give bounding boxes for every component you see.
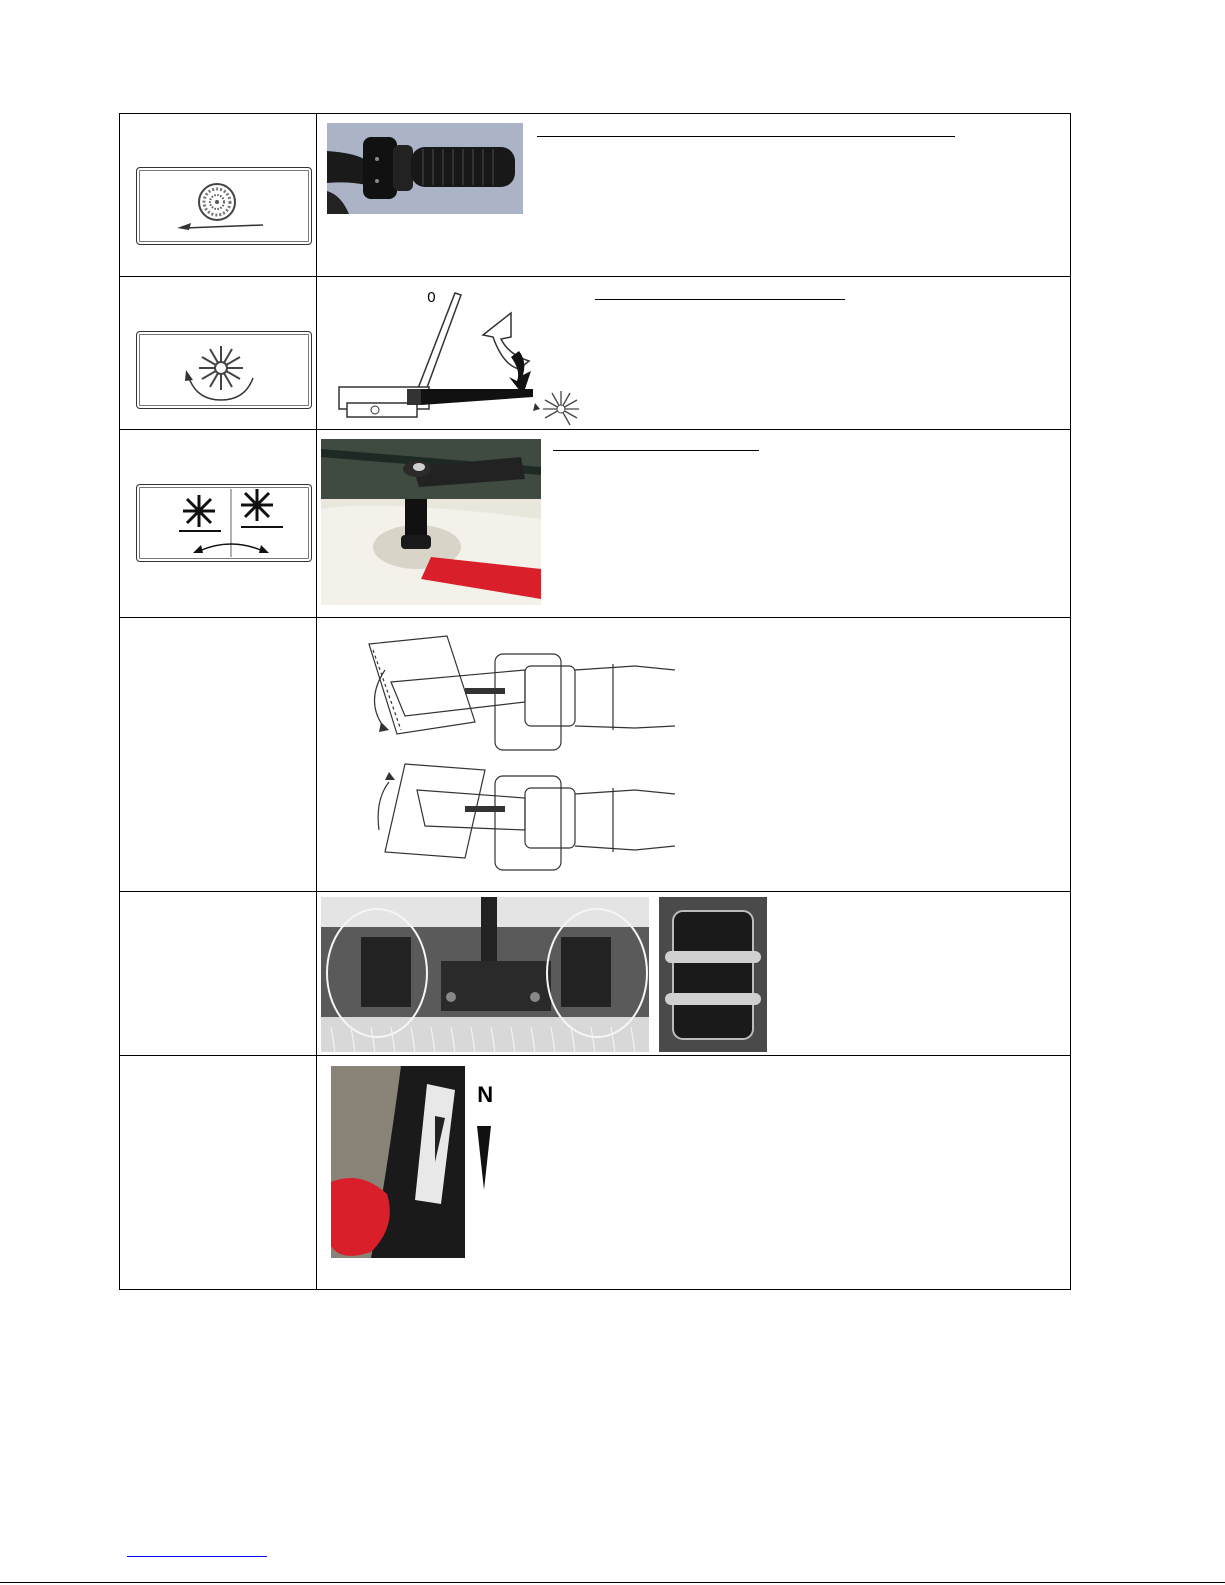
table-row — [120, 1056, 1071, 1290]
handlebar-grip-photo — [327, 123, 523, 214]
content-cell — [317, 114, 1071, 277]
table-row — [120, 277, 1071, 430]
down-arrow-icon — [477, 1126, 491, 1190]
sweeper-swivel-diagram — [345, 630, 685, 880]
lever-zero-label: 0 — [427, 289, 436, 306]
throttle-lever-photo — [331, 1066, 465, 1258]
icon-cell — [120, 277, 317, 430]
icon-cell — [120, 892, 317, 1056]
angle-knob-photo — [321, 439, 541, 605]
table-row — [120, 618, 1071, 892]
heading-underline — [537, 136, 955, 137]
icon-cell — [120, 430, 317, 618]
brush-angle-adjust-icon — [136, 484, 312, 562]
table-row — [120, 114, 1071, 277]
heading-underline — [595, 299, 845, 300]
icon-cell — [120, 1056, 317, 1290]
brush-lever-diagram — [333, 285, 593, 427]
mounting-pins-photo — [321, 897, 649, 1052]
content-cell — [317, 618, 1071, 892]
content-cell — [317, 892, 1071, 1056]
content-cell — [317, 430, 1071, 618]
icon-cell — [120, 618, 317, 892]
pin-clip-closeup-photo — [659, 897, 767, 1052]
content-cell — [317, 277, 1071, 430]
heading-underline — [553, 450, 759, 451]
icon-cell — [120, 114, 317, 277]
controls-table — [119, 113, 1071, 1290]
brush-rotation-icon — [136, 331, 312, 409]
page-bottom-rule — [0, 1582, 1225, 1583]
neutral-label: N — [477, 1082, 494, 1107]
table-row — [120, 430, 1071, 618]
content-cell — [317, 1056, 1071, 1290]
table-row — [120, 892, 1071, 1056]
footer-link-underline[interactable] — [127, 1556, 267, 1557]
brush-forward-drive-icon — [136, 167, 312, 245]
